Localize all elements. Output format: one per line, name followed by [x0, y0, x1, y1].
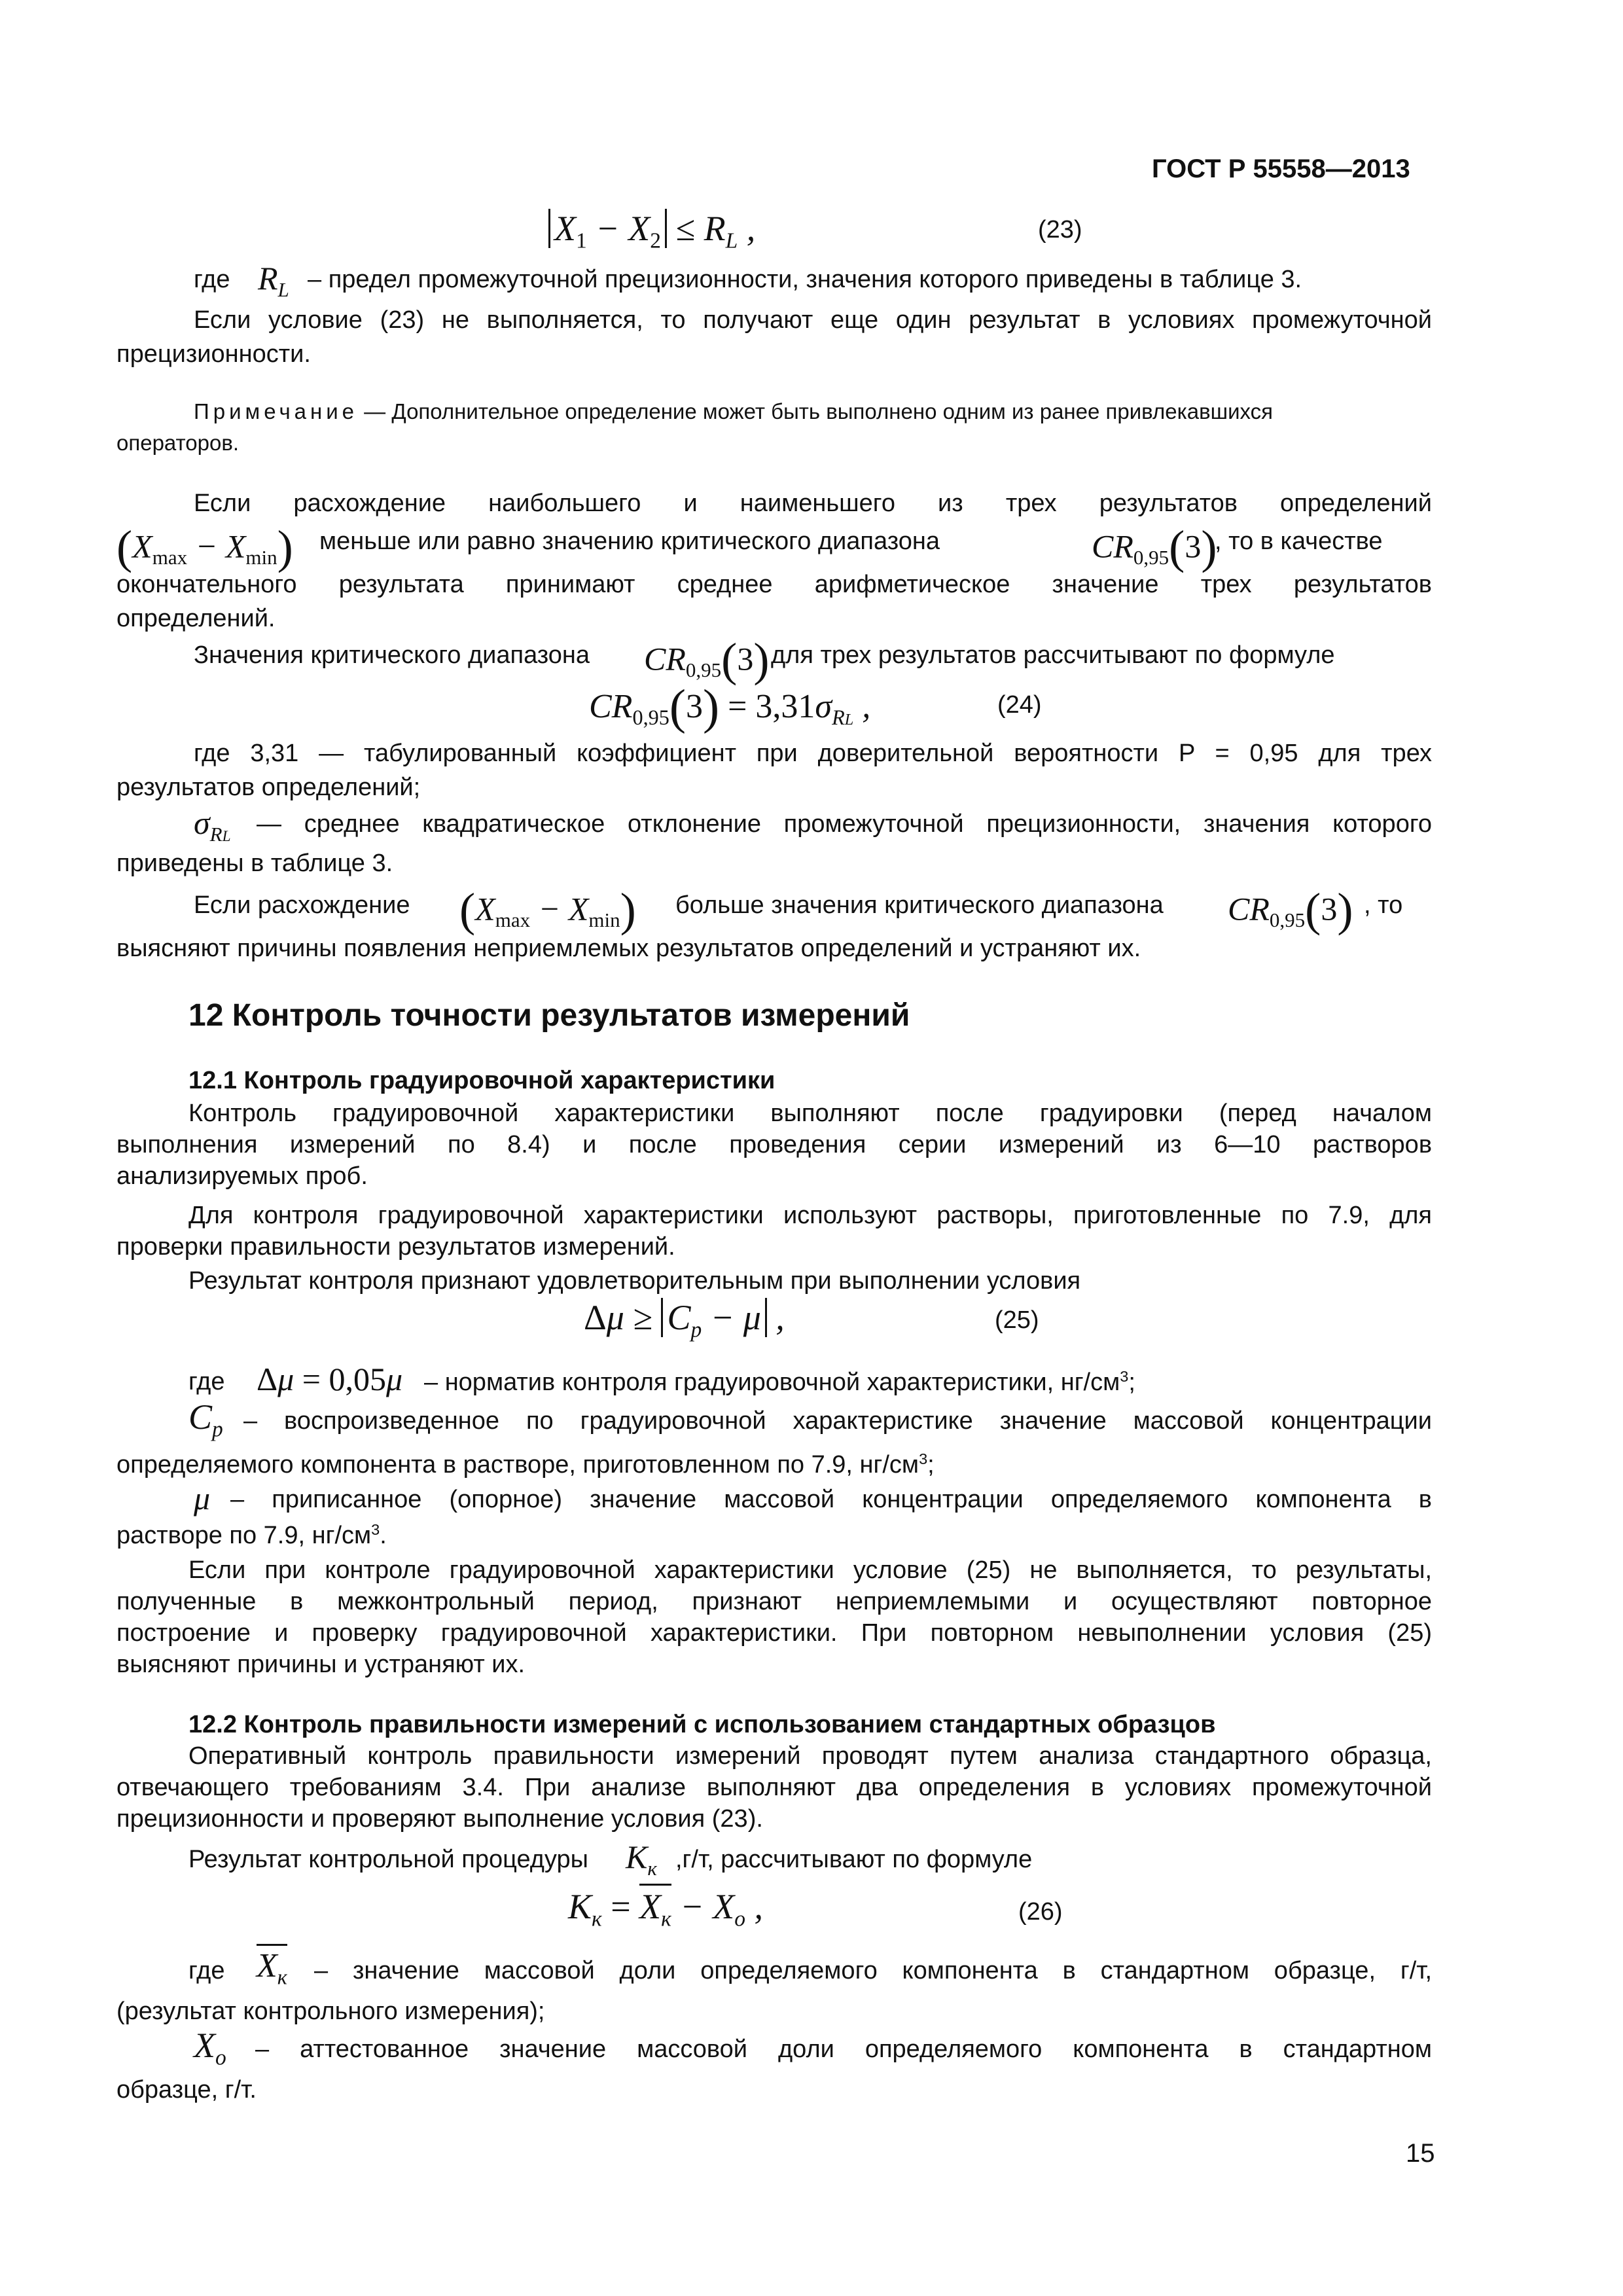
equation-23: $X_1 - X_2 \le R_L$ , — [548, 208, 755, 254]
paragraph-2-line-2-end: , то в качестве — [1215, 528, 1383, 555]
s121-p1-line-2: выполнения измерений по 8.4) и после проведения серии измерений из 6—10 растворов — [116, 1131, 1432, 1158]
section-12-heading: 12 Контроль точности результатов измерений — [188, 998, 910, 1033]
doc-header-id: ГОСТ Р 55558—2013 — [1152, 154, 1410, 183]
s122-p1-line-2: отвечающего требованиям 3.4. При анализе выполняют два определения в условиях промежуточной — [116, 1774, 1432, 1801]
xo-line-2: образце, г/т. — [116, 2076, 257, 2104]
where-RL-label: где — [194, 266, 230, 293]
expr-dmu: Δμ = 0,05μ — [257, 1361, 403, 1397]
note-line-1 — [194, 399, 1273, 424]
paragraph-2-line-4: определений. — [116, 605, 276, 632]
equation-23-number: (23) — [1038, 216, 1082, 243]
s121-p1-line-3: анализируемых проб. — [116, 1162, 368, 1190]
paragraph-4-line-2: выясняют причины появления неприемлемых результатов определений и устраняют их. — [116, 935, 1141, 962]
expr-xmax-xmin: $(X_{max} - X_{min})$ — [116, 520, 293, 573]
xo-line-1: – аттестованное значение массовой доли определяемого компонента в стандартном — [255, 2036, 1432, 2063]
paragraph-1-line-2: прецизионности. — [116, 340, 311, 368]
sigma-line-1: — среднее квадратическое отклонение промежуточной прецизионности, значения которого — [257, 810, 1432, 838]
s121-p3: Результат контроля признают удовлетворительным при выполнении условия — [188, 1267, 1081, 1295]
expr-xmax-xmin-b: $(X_{max} - X_{min})$ — [459, 883, 636, 936]
symbol-Xk-bar: $X_к$ — [257, 1946, 287, 1989]
note-label: Примечание — [194, 399, 359, 423]
mu-line-2-sup: 3 — [371, 1521, 380, 1538]
sigma-line-2: приведены в таблице 3. — [116, 850, 393, 877]
where-dmu-text-main: – норматив контроля градуировочной характеристики, нг/см — [424, 1368, 1120, 1396]
equation-25: $\Delta\mu \ge C_p - \mu$ , — [584, 1298, 785, 1342]
equation-24: $CR_{0,95}(3) = 3,31\sigma_{RL}$ , — [589, 680, 871, 734]
s122-p2-a: Результат контрольной процедуры — [188, 1846, 588, 1873]
symbol-Xo: $X_о$ — [194, 2026, 226, 2070]
symbol-Cp: $C_p$ — [188, 1397, 223, 1442]
mu-line-2-end: . — [380, 1521, 387, 1549]
equation-24-number: (24) — [997, 691, 1042, 719]
s121-p4-line-2: полученные в межконтрольный период, признают неприемлемыми и осуществляют повторное — [116, 1588, 1432, 1615]
equation-25-number: (25) — [995, 1306, 1039, 1334]
symbol-Kk: $K_к$ — [626, 1839, 657, 1880]
s121-p4-line-1: Если при контроле градуировочной характеристики условие (25) не выполняется, то результаты, — [188, 1556, 1432, 1584]
cp-line-2-sup: 3 — [919, 1450, 928, 1467]
where-dmu-label: где — [188, 1368, 225, 1395]
symbol-sigma-RL: $\sigma_{RL}$ — [194, 804, 231, 846]
where-331-line-1: где 3,31 — табулированный коэффициент при доверительной вероятности P = 0,95 для трех — [194, 740, 1432, 767]
where-331-line-2: результатов определений; — [116, 774, 421, 801]
paragraph-4-c: , то — [1364, 891, 1403, 919]
where-RL-text: – предел промежуточной прецизионности, значения которого приведены в таблице 3. — [308, 266, 1302, 293]
symbol-mu: μ — [194, 1480, 211, 1516]
mu-line-2-main: растворе по 7.9, нг/см — [116, 1521, 372, 1549]
paragraph-2-line-3: окончательного результата принимают среднее арифметическое значение трех результатов — [116, 571, 1432, 598]
s121-p4-line-4: выясняют причины и устраняют их. — [116, 1651, 526, 1678]
page-number: 15 — [1406, 2139, 1435, 2168]
paragraph-2-line-1: Если расхождение наибольшего и наименьшего из трех результатов определений — [194, 490, 1432, 517]
where-dmu-sup: 3 — [1120, 1368, 1129, 1385]
section-12-2-heading: 12.2 Контроль правильности измерений с использованием стандартных образцов — [188, 1711, 1216, 1738]
s121-p1-line-1: Контроль градуировочной характеристики выполняют после градуировки (перед началом — [188, 1100, 1432, 1127]
where-xk-label: где — [188, 1957, 225, 1984]
paragraph-2-line-2-mid: меньше или равно значению критического диапазона — [319, 528, 940, 555]
expr-CR095-3: $CR_{0,95}(3)$ — [1092, 520, 1217, 573]
cp-line-2 — [116, 1450, 935, 1479]
paragraph-3-b: для трех результатов рассчитывают по формуле — [771, 641, 1335, 669]
equation-26-number: (26) — [1018, 1898, 1063, 1926]
s121-p2-line-2: проверки правильности результатов измерений. — [116, 1233, 675, 1261]
note-line-2: операторов. — [116, 431, 240, 455]
mu-line-1: – приписанное (опорное) значение массовой концентрации определяемого компонента в — [230, 1486, 1432, 1513]
s122-p2-b: ,г/т, рассчитывают по формуле — [675, 1846, 1033, 1873]
where-xk-text: – значение массовой доли определяемого компонента в стандартном образце, г/т, — [314, 1957, 1432, 1984]
paragraph-4-b: больше значения критического диапазона — [675, 891, 1164, 919]
expr-CR095-3-c: $CR_{0,95}(3)$ — [1228, 883, 1353, 936]
cp-line-1: – воспроизведенное по градуировочной характеристике значение массовой концентрации — [243, 1407, 1432, 1435]
cp-line-2-main: определяемого компонента в растворе, приготовленном по 7.9, нг/см — [116, 1450, 919, 1479]
where-dmu-end: ; — [1128, 1368, 1135, 1396]
s121-p2-line-1: Для контроля градуировочной характеристики используют растворы, приготовленные по 7.9, для — [188, 1202, 1432, 1229]
cp-line-2-end: ; — [927, 1450, 935, 1479]
expr-CR095-3-b: $CR_{0,95}(3)$ — [644, 633, 770, 686]
section-12-1-heading: 12.1 Контроль градуировочной характеристики — [188, 1067, 776, 1094]
paragraph-4-a: Если расхождение — [194, 891, 410, 919]
paragraph-1-line-1: Если условие (23) не выполняется, то получают еще один результат в условиях промежуточной — [194, 306, 1432, 334]
paragraph-3-a: Значения критического диапазона — [194, 641, 590, 669]
s121-p4-line-3: построение и проверку градуировочной характеристики. При повторном невыполнении условия (25) — [116, 1619, 1432, 1647]
s122-p1-line-1: Оперативный контроль правильности измерений проводят путем анализа стандартного образца, — [188, 1742, 1432, 1770]
where-dmu-text — [424, 1368, 1135, 1397]
where-xk-line-2: (результат контрольного измерения); — [116, 1998, 545, 2025]
note-text: — Дополнительное определение может быть выполнено одним из ранее привлекавшихся — [358, 399, 1274, 423]
s122-p1-line-3: прецизионности и проверяют выполнение условия (23). — [116, 1805, 763, 1833]
equation-26: $K_к = X_к - X_о$ , — [568, 1886, 763, 1932]
mu-line-2 — [116, 1521, 387, 1550]
symbol-RL: $R_L$ — [258, 260, 289, 301]
